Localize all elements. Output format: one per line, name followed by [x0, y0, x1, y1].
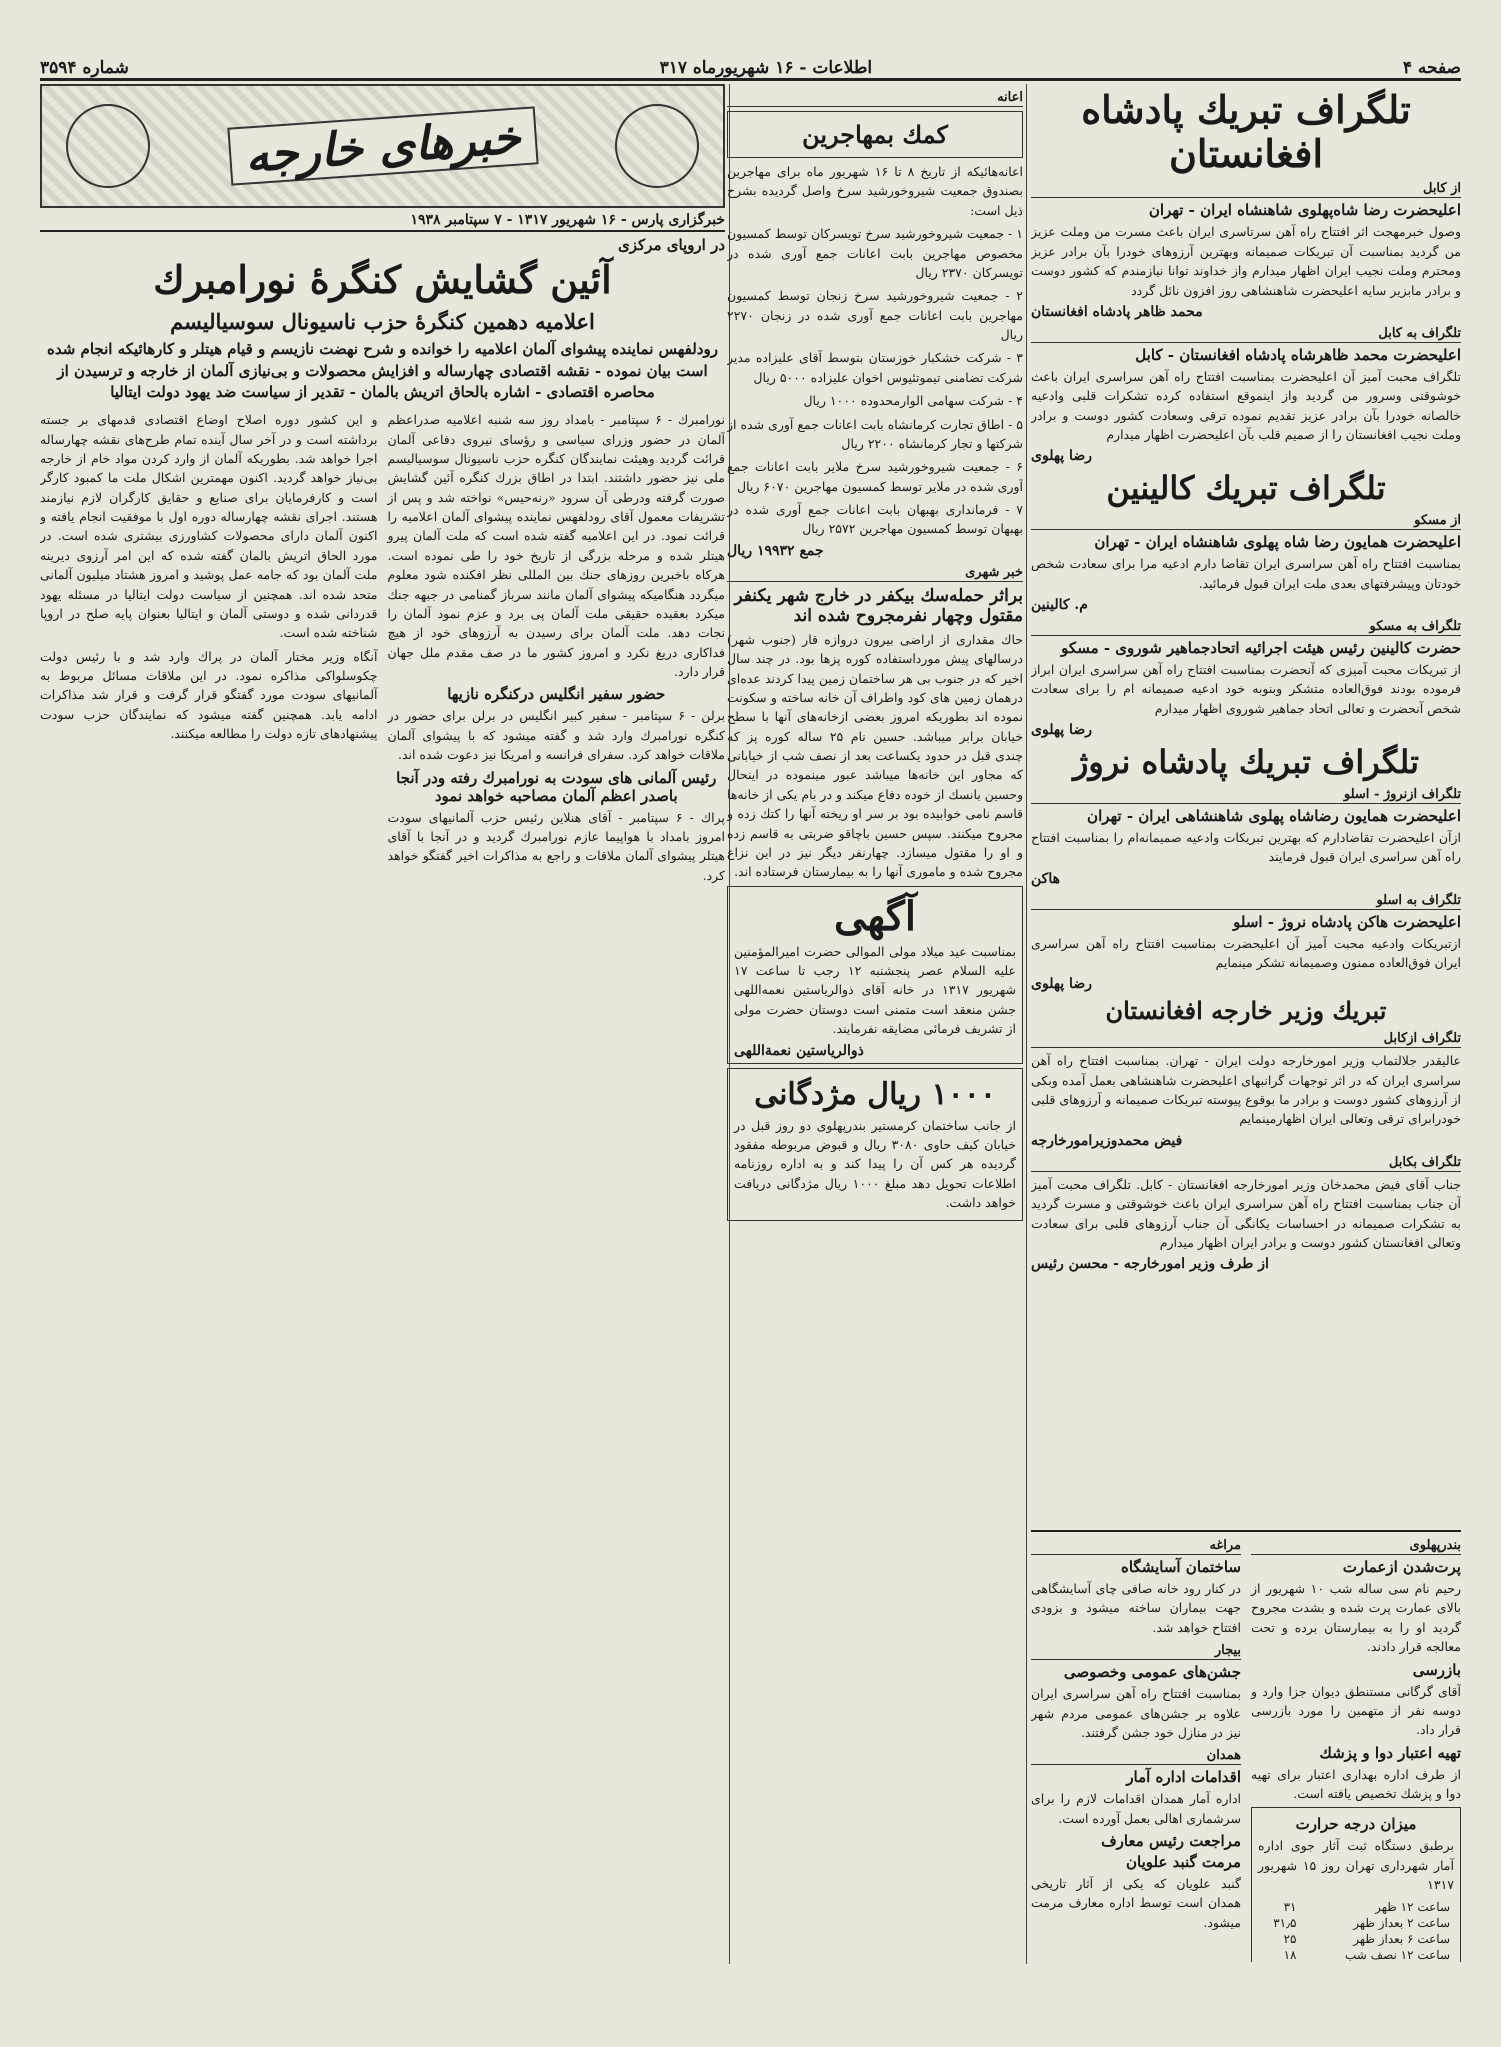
reward-body: از جانب ساختمان کرمستیر بندرپهلوی دو روز قبل در خیابان کیف حاوی ۳۰۸۰ ریال و قبوض مربوطه مفقود گردیده هر کس آن را پیدا کند و به اداره روزنامه اطلاعات تحویل دهد مبلغ ۱۰۰۰ ریال مژدگانی دریافت خواهد داشت.: [734, 1117, 1016, 1210]
foreign-news-column: [40, 84, 725, 1964]
news-title: مراجعت رئیس معارف: [1101, 1832, 1241, 1850]
headline-afghan-fm: تبریك وزیر خارجه افغانستان: [1105, 996, 1387, 1026]
list-item: ۴ - شرکت سهامی الوارمحدوده ۱۰۰۰ ریال: [803, 393, 1023, 409]
news-body: آقای گرگانی مستنطق دیوان جزا وارد و دوسه نفر از متهمین را مورد بازرسی قرار داد.: [1251, 1683, 1461, 1738]
notice-box: [727, 886, 1023, 1064]
recipient-line: اعلیحضرت محمد ظاهرشاه پادشاه افغانستان - کابل: [1135, 345, 1461, 364]
telegram-body: جناب آقای فیض محمدخان وزیر امورخارجه افغانستان - کابل. تلگراف محبت آمیز آن جناب بمناسبت افتتاح راه آهن سراسری ایران باعث خوشوقتی و مسرت گردید به تشکرات صمیمانه در احساسات یکانگی آن جناب آرزوهای قلبی برای سعادت وتعالی افغانستان کشور دوست و برادر ایران اظهار میدارم: [1031, 1176, 1461, 1250]
notice-body: بمناسبت عید میلاد مولی الموالی حضرت امیرالمؤمنین علیه السلام عصر پنجشنبه ۱۲ رجب تا ساعت ۱۷ شهریور ۱۳۱۷ در خانه آقای ذوالریاستین نعمه‌اللهی جشن منعقد است متمنی است دوستان حضرت مولی از تشریف فرمائی مضایقه نفرمایند.: [734, 943, 1016, 1037]
column-divider: [1026, 84, 1027, 1964]
article-body: برلن - ۶ سپتامبر - سفیر کبیر انگلیس در برلن برای حضور در کنگره نورامبرك وارد شد و گفته میشود که با پیشوای آلمان ملاقات خواهد کرد. سفرای فرانسه و امریکا نیز دعوت شده اند.: [387, 708, 725, 763]
list-item: ۲ - جمعیت شیروخورشید سرخ زنجان توسط کمسیون مهاجرین بابت اعانات جمع آوری شده در زنجان ۲۲۷۰ ریال: [727, 288, 1023, 342]
signature: فیض محمدوزیرامورخارجه: [1031, 1132, 1183, 1149]
foreign-subhead: اعلامیه دهمین کنگرهٔ حزب ناسیونال سوسیالیسم: [170, 308, 595, 334]
news-title: ساختمان آسایشگاه: [1121, 1558, 1241, 1576]
port-news: [1251, 1532, 1461, 1962]
news-title: پرت‌شدن ازعمارت: [1342, 1558, 1461, 1576]
foreign-deck: رودلفهس نماینده پیشوای آلمان اعلامیه را خوانده و شرح نهضت نازیسم و قیام هیتلر و کارهائیکه انجام شده است بیان نموده - نقشه اقتصادی چهارساله و افزایش محصولات و بی‌نیازی آلمان از خارجه و ترسیدن از محاصره اقتصادی - اشاره بالحاق اتریش بالمان - تقدیر از سیاست ضد یهود دولت ایتالیا: [47, 339, 718, 402]
signature: از طرف وزیر امورخارجه - محسن رئیس: [1031, 1256, 1269, 1273]
article-subhead: حضور سفیر انگلیس درکنگره نازیها: [447, 685, 666, 704]
list-item: ۶ - جمعیت شیروخورشید سرخ ملایر بابت اعانات جمع آوری شده در ملایر توسط کمسیون مهاجرین ۶۰۷۰ ریال: [727, 459, 1023, 494]
section-label: بیجار: [1031, 1643, 1241, 1660]
middle-column: [727, 84, 1023, 1964]
issue-number: شماره ۳۵۹۴: [40, 58, 129, 78]
telegram-body: عالیقدر جلالتماب وزیر امورخارجه دولت ایران - تهران. بمناسبت افتتاح راه آهن سراسری ایران که در اثر توجهات گرانبهای اعلیحضرت شاهنشاهی بعمل آمده وبکی از آرزوهای کشور دوست و برادر ما بوقوع پیوسته تبریکات صمیمانه و آرزوهای قلبی خودرابرای ترقی وتعالی ایران اظهارمینمایم: [1031, 1053, 1461, 1127]
telegram-body: بمناسبت افتتاح راه آهن سراسری ایران تقاضا دارم ادعیه مرا برای سعادت شخص خودتان وپیشرفتهای بعدی ملت ایران قبول فرمائید.: [1031, 556, 1461, 591]
headline-norway: تلگراف تبریك پادشاه نروژ: [1072, 743, 1420, 782]
recipient-line: اعلیحضرت هاکن پادشاه نروژ - اسلو: [1233, 912, 1461, 931]
news-body: رحیم نام سی ساله شب ۱۰ شهریور از بالای عمارت پرت شده و بشدت مجروح گردید او را به بیمارستان برده و تحت معالجه قرار دادند.: [1251, 1581, 1461, 1655]
reward-box: [727, 1068, 1023, 1222]
article-body: پراك - ۶ سپتامبر - آقای هنلاین رئیس حزب آلمانیهای سودت امروز بامداد با هواپیما عازم نورامبرك گردید و در آنجا با آقای هیتلر پیشوای آلمان ملاقات و راجع به مذاکرات اخیر گفتگو خواهد کرد.: [387, 809, 725, 883]
signature: هاکن: [1031, 870, 1060, 887]
telegram-body: ازآن اعلیحضرت تقاضادارم که بهترین تبریکات وادعیه صمیمانه‌ام را بمناسبت افتتاح راه آهن سراسری ایران قبول فرمایند: [1031, 829, 1461, 865]
issue-date: اطلاعات - ۱۶ شهریورماه ۳۱۷: [659, 58, 873, 78]
temperature-table: [1258, 1899, 1454, 1963]
news-body: از طرف اداره بهداری اعتبار برای تهیه دوا و پزشك تخصیص یافته است.: [1251, 1766, 1461, 1801]
news-body: بمناسبت افتتاح راه آهن سراسری ایران علاوه بر جشن‌های عمومی مردم شهر نیز در منازل خود جشن گرفتند.: [1031, 1686, 1241, 1740]
page-number: صفحه ۴: [1402, 58, 1461, 78]
donations-total: جمع ۱۹۹۳۲ ریال: [727, 542, 824, 559]
list-item: ۱ - جمعیت شیروخورشید سرخ تویسرکان توسط کمسیون مخصوص مهاجرین بابت اعانات جمع آوری شده در تویسرکان ۲۳۷۰ ریال: [727, 226, 1023, 280]
news-title: مرمت گنبد علویان: [1125, 1853, 1241, 1871]
article-body: نورامبرك - ۶ سپتامبر - بامداد روز سه شنبه اعلامیه صدراعظم آلمان در حضور وزرای سیاسی و رؤسای نیروی دفاعی آلمان قرائت گردید وهیئت نمایندگان کنگره حزب ناسیونال سوسیالیسم ملی نیز حضور داشتند. ابتدا در اطاق بزرك کنگره آئین گشایش صورت گرفته ودرطی آن سرود «رنه‌حیس» نواخته شد و پس از تشریفات معمول آقای رودلفهس نماینده پیشوای آلمان اعلامیه را قرائت نمود. در این اعلامیه گفته شده است که ملت آلمان پیرو هیتلر شده و مرحله بزرگی از تاریخ خود را طی نموده است. هرکاه باخبرین روزهای جنك بین المللی نظر افکنده شود معلوم میگردد هنگامیکه پیشوای آلمان مانند سرباز گمنامی در جبهه جنك میکرد بعقیده حقیقی ملت آلمان پی برد و عزم نمود آلمان را نجات دهد. ملت آلمان برای رسیدن به آرزوهای خود از هیچ فداکاری دریغ نکرد و امروز کشور ما در صف مقدم ملل جهان قرار دارد.: [387, 412, 725, 680]
recipient-line: حضرت کالینین رئیس هیئت اجرائیه اتحادجماهیر شوروی - مسکو: [1061, 638, 1461, 657]
section-label: مراغه: [1031, 1538, 1241, 1555]
banner-title: خبرهای خارجه: [227, 106, 538, 185]
telegram-body: تلگراف محبت آمیز آن اعلیحضرت بمناسبت افتتاح راه آهن سراسری ایران باعث خوشوقتی وسرور من گردید واز اینموقع استفاده کرده تشکرات قلبی وادعیه خالصانه خودرا بآن برادر عزیز تقدیم نموده ترقی وسعادت کشور دوست و برادر وملت نجیب افغانستان را از صمیم قلب بآن اعلیحضرت اظهار میدارم: [1031, 368, 1461, 442]
donations-title: کمك بمهاجرین: [802, 120, 948, 149]
dateline: خبرگزاری پارس - ۱۶ شهریور ۱۳۱۷ - ۷ سپتامبر ۱۹۳۸: [40, 212, 725, 232]
provincial-news: [1031, 1532, 1241, 1962]
table-row: ساعت ۱۲ ظهر ۳۱: [1283, 1899, 1450, 1914]
headline-kalinin: تلگراف تبریك کالینین: [1106, 469, 1386, 508]
foreign-news-banner: [40, 84, 725, 208]
table-row: ساعت ۲ بعداز ظهر ۳۱٫۵: [1273, 1915, 1450, 1930]
article-body: و این کشور دوره اصلاح اوضاع اقتصادی قدمهای بر جسته برداشته است و در آخر سال آینده تمام طرح‌های نقشه چهارساله اجرا خواهد شد. بطوریکه آلمان از وارد کردن مواد خام از خارجه بی‌نیاز خواهد گردید. اکنون مهمترین اشکال ملت ما کمبود کارگر است و کارفرمایان برای صنایع و حقایق کارگران لازم نیازمند هستند. اجرای نقشه چهارساله دوره اول با موفقیت انجام یافته و اکنون آلمان دارای محصولات کشاورزی بیشتری شده است. در مورد الحاق اتریش بالمان گفته شده که این امر آرزوی دیرینه ملت آلمان بود که جامه عمل پوشید و امروز هشتاد میلیون آلمانی متحد شده اند. همچنین از سیاست دولت ایتالیا در مسئله یهود قدردانی شده و دوستی آلمان و ایتالیا بعنوان پایه صلح در اروپا شناخته شده است.: [40, 412, 378, 641]
article-body: آنگاه وزیر مختار آلمان در پراك وارد شد و با رئیس دولت چکوسلواکی مذاکره نمود. در این ملاقات مسائل مربوط به آلمانیهای سودت مورد گفتگو قرار گرفت و قرار شد مذاکرات ادامه یابد. همچنین گفته میشود که نمایندگان حزب سودت پیشنهادهای تازه دولت را مطالعه میکنند.: [40, 648, 378, 742]
section-label: خبر شهری: [727, 565, 1023, 582]
signature: رضا پهلوی: [1031, 722, 1092, 739]
news-body: گنبد علویان که یکی از آثار تاریخی همدان است توسط اداره معارف مرمت میشود.: [1031, 1876, 1241, 1930]
city-news-body: حاك مقداری از اراضی بیرون دروازه قار (جنوب شهر) درسالهای پیش مورداستفاده کوره پزها بود. در چند سال اخیر که در جنوب بی هر ساختمان زمین پیدا کردند عده‌ای درهمان زمین های کود واطراف آن خانه ساخته و سکونت نموده اند بطوریکه امروز بعضی ازخانه‌های آنها با سطح خیابان برابر میباشد. حسین نام ۲۵ ساله کوره پز که چندی قبل در حدود یکساعت بعد از نصف شب از خیابانی که مجاور این خانه‌ها میباشد عبور مینموده در اینحال وحسین بانسك از خوده دفاع میکند و در بام یکی از خانه‌ها قاسم نامی خوابیده بود بر سر او ریخته آنها را کتك زده و مجروح میکنند. سپس حسین باچاقو ضربتی به قاسم زده و او را مقتول میسازد. چهارنفر دیگر نیز در این نزاع مجروح شده و ماموری آنها را به بیمارستان فرستاده اند.: [727, 631, 1023, 880]
news-title: اقدامات اداره آمار: [1126, 1768, 1241, 1787]
table-row: ساعت ۱۲ نصف شب ۱۸: [1283, 1947, 1450, 1962]
section-label: تلگراف ازکابل: [1031, 1031, 1461, 1048]
section-label: همدان: [1031, 1748, 1241, 1765]
temperature-box: [1251, 1807, 1461, 1962]
donations-box: [727, 111, 1023, 158]
telegrams-column: [1031, 84, 1461, 1524]
section-label: تلگراف به مسکو: [1031, 619, 1461, 636]
section-label: تلگراف به اسلو: [1031, 893, 1461, 910]
signature: رضا پهلوی: [1031, 448, 1092, 465]
list-item: ۳ - شرکت خشکبار خوزستان بتوسط آقای علیزاده مدیر شرکت تضامنی تیموتئیوس اخوان علیزاده ۵۰۰۰ ریال: [727, 350, 1023, 385]
telegram-body: ازتبریکات وادعیه محبت آمیز آن اعلیحضرت بمناسبت افتتاح راه آهن سراسری ایران فوق‌العاده ممنون وصمیمانه تشکر مینمایم: [1031, 935, 1461, 970]
temperature-title: میزان درجه حرارت: [1295, 1815, 1417, 1834]
globe-icon: [615, 104, 699, 188]
section-label: از مسکو: [1031, 513, 1461, 530]
kicker: در اروپای مرکزی: [618, 236, 725, 254]
recipient-line: اعلیحضرت همایون رضا شاه پهلوی شاهنشاه ایران - تهران: [1094, 533, 1461, 552]
notice-signature: ذوالریاستین نعمة‌اللهی: [734, 1042, 864, 1059]
news-body: در کنار رود خانه صافی چای آسایشگاهی جهت بیماران ساخته میشود و بزودی افتتاح خواهد شد.: [1031, 1581, 1241, 1635]
recipient-line: اعلیحضرت رضا شاه‌پهلوی شاهنشاه ایران - تهران: [1148, 201, 1461, 220]
signature: رضا پهلوی: [1031, 976, 1092, 993]
main-headline: تلگراف تبریك پادشاه افغانستان: [1081, 87, 1411, 176]
signature: محمد ظاهر پادشاه افغانستان: [1031, 303, 1203, 320]
article-columns: [40, 410, 725, 889]
reward-title: ۱۰۰۰ ریال مژدگانی: [754, 1076, 996, 1112]
masthead: [40, 52, 1461, 81]
foreign-headline: آئین گشایش کنگرهٔ نورامبرك: [153, 257, 612, 302]
globe-icon: [66, 104, 150, 188]
section-label: تلگراف به کابل: [1031, 326, 1461, 343]
recipient-line: اعلیحضرت همایون رضاشاه پهلوی شاهنشاهی ایران - تهران: [1087, 806, 1461, 825]
news-title: تهیه اعتبار دوا و پزشك: [1319, 1743, 1461, 1762]
news-body: اداره آمار همدان اقدامات لازم را برای سرشماری اهالی بعمل آورده است.: [1031, 1791, 1241, 1826]
notice-title: آگهی: [834, 892, 916, 940]
signature: م. کالینین: [1031, 596, 1088, 613]
article-subhead: رئیس آلمانی های سودت به نورامبرك رفته ودر آنجا باصدر اعظم آلمان مصاحبه خواهد نمود: [396, 768, 717, 805]
section-label: اعانه: [727, 90, 1023, 107]
city-news-headline: براثر حمله‌سك بیكفر در خارج شهر یکنفر مقتول وچهار نفرمجروح شده اند: [734, 585, 1023, 626]
list-item: ۵ - اطاق تجارت کرمانشاه بابت اعانات جمع آوری شده از شرکتها و تجار کرمانشاه ۲۲۰۰ ریال: [727, 416, 1023, 451]
telegram-body: وصول خبرمهجت اثر افتتاح راه آهن سرتاسری ایران باعث مسرت من وملت عزیز من گردید بمناسبت آن تبریکات صمیمانه وبهترین آرزوهای خودرا بآن برادر عزیز ومحترم وملت نجیب ایران اظهار میدارم واز خداوند توانا نیازمندم که کشور دوست و برادر مابزیر سایه اعلیحضرت شاهنشاهی روز افزون نائل گردد: [1031, 224, 1461, 298]
news-title: بازرسی: [1412, 1660, 1461, 1679]
section-label: تلگراف بکابل: [1031, 1155, 1461, 1172]
section-label: از کابل: [1031, 181, 1461, 198]
section-label: تلگراف ازنروژ - اسلو: [1031, 787, 1461, 804]
local-news-column: [1031, 1530, 1461, 1962]
donations-intro: اعانه‌هائیکه از تاریخ ۸ تا ۱۶ شهریور ماه برای مهاجرین بصندوق جمعیت شیروخورشید سرخ واصل گردیده بشرح ذیل است:: [727, 164, 1023, 218]
list-item: ۷ - فرمانداری بهبهان بابت اعانات جمع آوری شده در بهبهان توسط کمسیون مهاجرین ۲۵۷۲ ریال: [727, 502, 1023, 537]
temperature-subtitle: برطبق دستگاه ثبت آثار جوی اداره آمار شهرداری تهران روز ۱۵ شهریور ۱۳۱۷: [1258, 1838, 1454, 1893]
news-title: جشن‌های عمومی وخصوصی: [1063, 1663, 1241, 1682]
section-label: بندرپهلوی: [1251, 1538, 1461, 1555]
telegram-body: از تبریکات محبت آمیزی که آنحضرت بمناسبت افتتاح راه آهن سراسری ایران ابراز فرموده بودند فوق‌العاده متشکر وبنوبه خود ادعیه صمیمانه ام را برای سعادت شخص آنحضرت و تعالی اتحاد جماهیر شوروی اظهار میدارم: [1031, 661, 1461, 716]
table-row: ساعت ۶ بعداز ظهر ۲۵: [1283, 1931, 1450, 1946]
